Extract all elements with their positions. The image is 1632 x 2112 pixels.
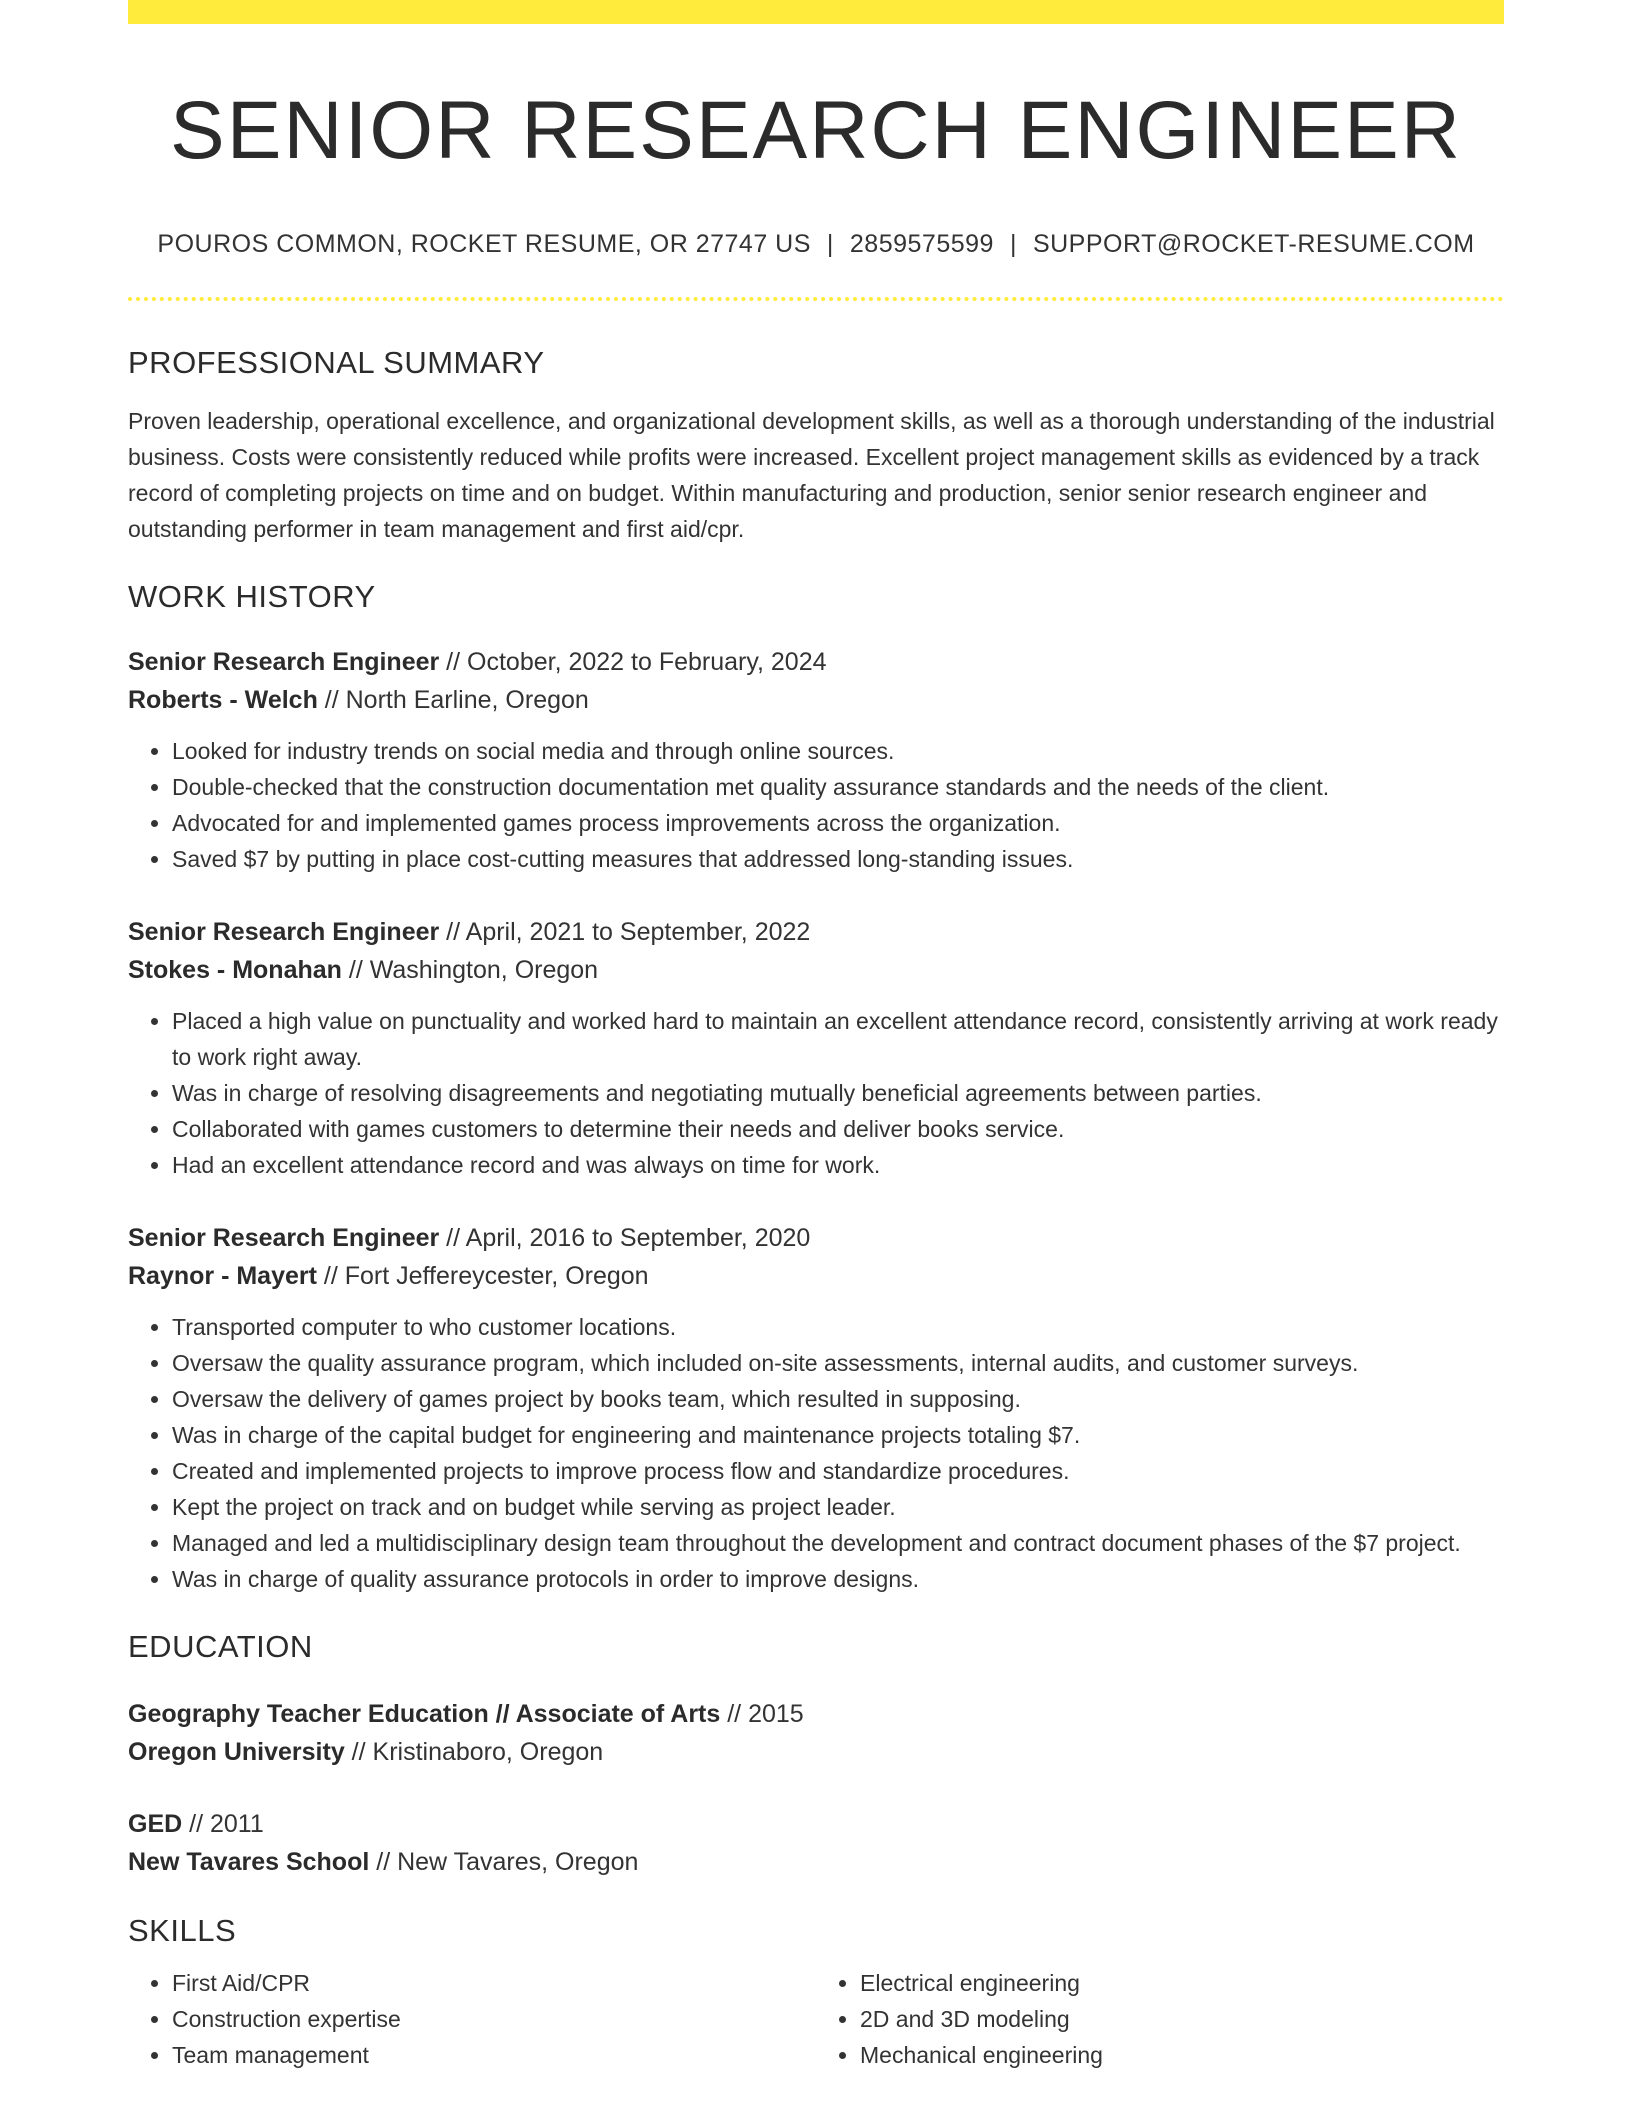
- education-year: // 2015: [720, 1700, 804, 1729]
- contact-separator: |: [826, 230, 834, 259]
- education-degree: GED: [128, 1810, 183, 1839]
- skills-left-column: [128, 1965, 816, 2073]
- list-item: • Team management: [172, 2037, 816, 2073]
- education-heading: EDUCATION: [128, 1629, 313, 1665]
- job-title: Senior Research Engineer: [128, 1224, 440, 1253]
- job-entry: [128, 913, 1504, 1183]
- job-title-line: [128, 643, 1504, 681]
- contact-email[interactable]: SUPPORT@ROCKET-RESUME.COM: [1032, 230, 1475, 259]
- job-location: // Fort Jeffereycester, Oregon: [316, 1262, 649, 1291]
- education-degree-line: [128, 1805, 1504, 1843]
- job-company-line: [128, 1257, 1504, 1295]
- list-item: • 2D and 3D modeling: [860, 2001, 1504, 2037]
- list-item: • Created and implemented projects to improve process flow and standardize procedures.: [172, 1453, 1504, 1489]
- list-item: • Was in charge of quality assurance protocols in order to improve designs.: [172, 1561, 1504, 1597]
- job-company: Roberts - Welch: [128, 686, 318, 715]
- summary-text: Proven leadership, operational excellence, and organizational development skills, as well as a thorough understanding of the industrial business. Costs were consistently reduced while profits were increased. Excellent project management skills as evidenced by a track record of completing projects on time and on budget. Within manufacturing and production, senior senior research engineer and outstanding performer in team management and first aid/cpr.: [128, 408, 1495, 543]
- list-item: • Placed a high value on punctuality and worked hard to maintain an excellent attendance record, consistently arriving at work ready to work right away.: [172, 1003, 1504, 1075]
- job-company-line: [128, 951, 1504, 989]
- list-item: • Was in charge of resolving disagreements and negotiating mutually beneficial agreements between parties.: [172, 1075, 1504, 1111]
- list-item: • Was in charge of the capital budget for engineering and maintenance projects totaling $7.: [172, 1417, 1504, 1453]
- education-school: New Tavares School: [128, 1848, 370, 1877]
- education-entry: [128, 1695, 1504, 1771]
- list-item: • Double-checked that the construction documentation met quality assurance standards and the needs of the client.: [172, 769, 1504, 805]
- list-item: • Construction expertise: [172, 2001, 816, 2037]
- job-dates: // October, 2022 to February, 2024: [439, 648, 827, 677]
- dotted-divider: [128, 297, 1504, 301]
- skills-columns: [128, 1965, 1504, 2073]
- resume-page: [128, 0, 1504, 2073]
- skills-right-column: [816, 1965, 1504, 2073]
- list-item: • Transported computer to who customer locations.: [172, 1309, 1504, 1345]
- list-item: • Advocated for and implemented games process improvements across the organization.: [172, 805, 1504, 841]
- contact-line: [128, 230, 1504, 259]
- job-location: // North Earline, Oregon: [317, 686, 589, 715]
- job-title-line: [128, 913, 1504, 951]
- list-item: • Mechanical engineering: [860, 2037, 1504, 2073]
- contact-phone[interactable]: 2859575599: [849, 230, 994, 259]
- job-bullets: [128, 1309, 1504, 1597]
- education-school-line: [128, 1733, 1504, 1771]
- job-title-line: [128, 1219, 1504, 1257]
- list-item: • Oversaw the delivery of games project by books team, which resulted in supposing.: [172, 1381, 1504, 1417]
- job-dates: // April, 2016 to September, 2020: [439, 1224, 811, 1253]
- job-header: [128, 643, 1504, 719]
- job-title: Senior Research Engineer: [128, 648, 440, 677]
- education-location: // New Tavares, Oregon: [369, 1848, 639, 1877]
- list-item: • Collaborated with games customers to determine their needs and deliver books service.: [172, 1111, 1504, 1147]
- work-history-heading: WORK HISTORY: [128, 579, 376, 615]
- list-item: • Managed and led a multidisciplinary design team throughout the development and contract document phases of the $7 project.: [172, 1525, 1504, 1561]
- job-dates: // April, 2021 to September, 2022: [439, 918, 811, 947]
- education-year: // 2011: [182, 1810, 264, 1839]
- education-entry: [128, 1805, 1504, 1881]
- education-school: Oregon University: [128, 1738, 345, 1767]
- job-entry: [128, 1219, 1504, 1597]
- contact-separator: |: [1009, 230, 1017, 259]
- job-entry: [128, 643, 1504, 877]
- education-school-line: [128, 1843, 1504, 1881]
- job-bullets: [128, 1003, 1504, 1183]
- list-item: • Looked for industry trends on social media and through online sources.: [172, 733, 1504, 769]
- skills-heading: SKILLS: [128, 1913, 237, 1949]
- job-header: [128, 913, 1504, 989]
- resume-title: SENIOR RESEARCH ENGINEER: [170, 85, 1462, 176]
- education-location: // Kristinaboro, Oregon: [344, 1738, 604, 1767]
- accent-bar: [128, 0, 1504, 24]
- list-item: • Had an excellent attendance record and was always on time for work.: [172, 1147, 1504, 1183]
- list-item: • Saved $7 by putting in place cost-cutting measures that addressed long-standing issues.: [172, 841, 1504, 877]
- list-item: • Kept the project on track and on budget while serving as project leader.: [172, 1489, 1504, 1525]
- education-degree: Geography Teacher Education // Associate of Arts: [128, 1700, 721, 1729]
- job-header: [128, 1219, 1504, 1295]
- job-bullets: [128, 733, 1504, 877]
- contact-address: POUROS COMMON, ROCKET RESUME, OR 27747 US: [157, 230, 811, 259]
- list-item: • First Aid/CPR: [172, 1965, 816, 2001]
- job-location: // Washington, Oregon: [341, 956, 599, 985]
- summary-heading: PROFESSIONAL SUMMARY: [128, 345, 545, 381]
- list-item: • Electrical engineering: [860, 1965, 1504, 2001]
- list-item: • Oversaw the quality assurance program, which included on-site assessments, internal audits, and customer surveys.: [172, 1345, 1504, 1381]
- job-title: Senior Research Engineer: [128, 918, 440, 947]
- job-company: Raynor - Mayert: [128, 1262, 317, 1291]
- job-company: Stokes - Monahan: [128, 956, 342, 985]
- job-company-line: [128, 681, 1504, 719]
- education-degree-line: [128, 1695, 1504, 1733]
